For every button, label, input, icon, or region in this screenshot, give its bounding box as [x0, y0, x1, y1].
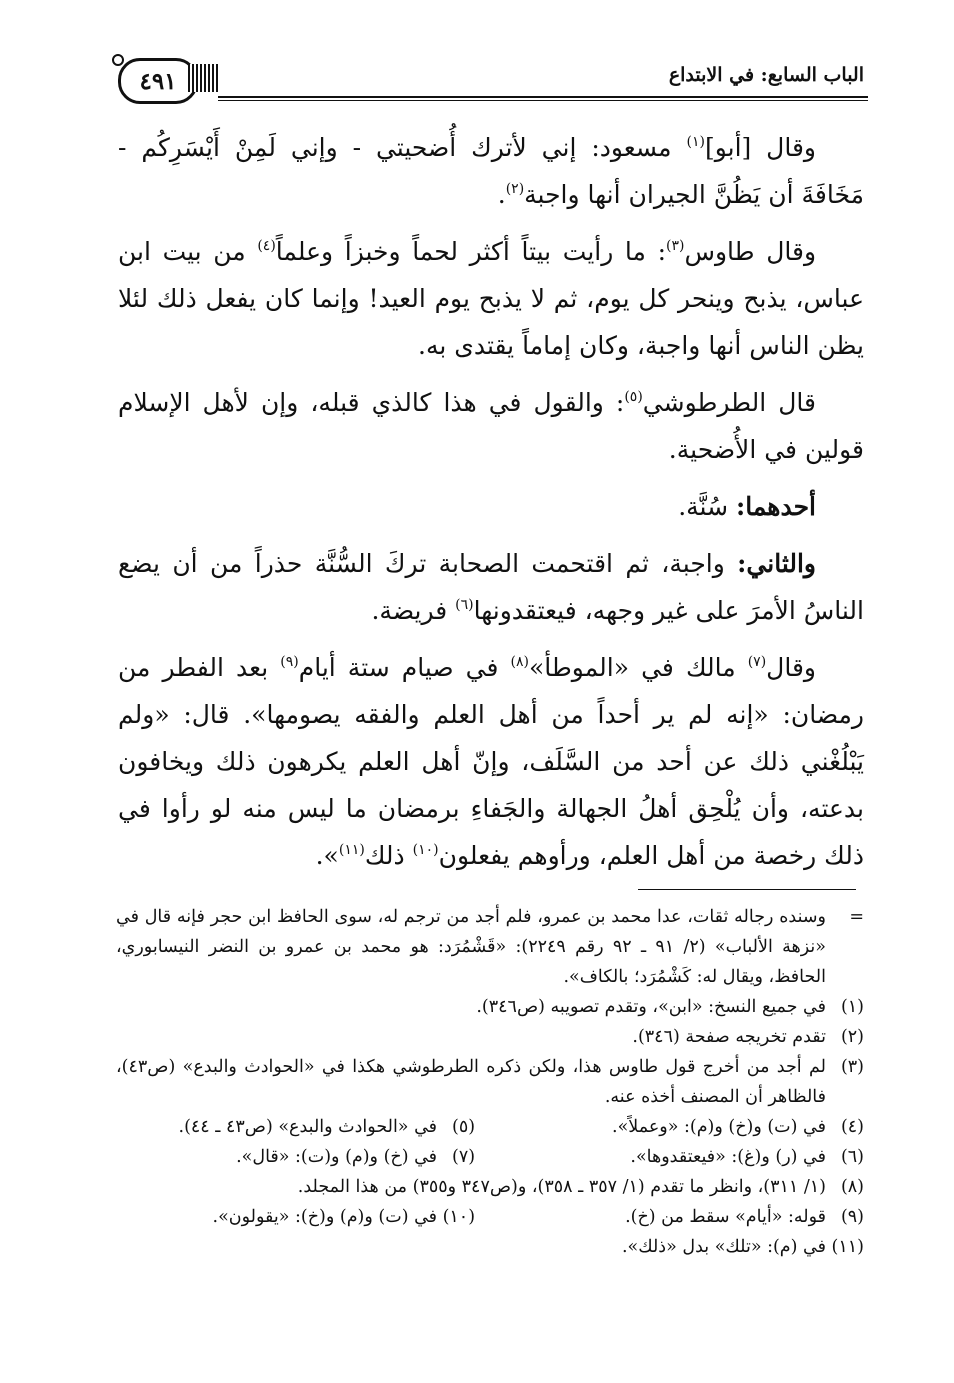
footnote-2	[116, 1022, 864, 1052]
header-rule-thin	[218, 100, 868, 101]
text-run: مسعود: إني لأترك أُضحيتي - وإني لَمِنْ أَيْسَرِكُم - مَخَافَةَ أن يَظُنَّ الجيران أنها واجبة	[118, 133, 864, 209]
footnote-3	[116, 1052, 864, 1112]
footnote-number: (١٠)	[442, 1207, 476, 1227]
footnote-text: تقدم تخريجه صفحة (٣٤٦).	[632, 1027, 826, 1047]
text-run: .	[497, 180, 506, 209]
text-run: ذلك	[364, 841, 413, 870]
page-header	[112, 52, 868, 108]
footnote-8	[116, 1172, 864, 1202]
footnote-number: (٩)	[840, 1207, 864, 1227]
text-run: واجبة، ثم اقتحمت الصحابة تركَ السُّنَّة حذراً من أن يضع الناسُ الأمرَ على غير وجهه، فيعتقدونها	[118, 549, 864, 625]
footnote-ref-5: (٥)	[624, 389, 643, 405]
paragraph-abu-masud	[118, 124, 864, 218]
paragraph-first-opinion	[118, 483, 864, 530]
footnote-text: في (ت) و(م) و(خ): «يقولون».	[212, 1207, 438, 1227]
footnote-number: (٢)	[840, 1027, 864, 1047]
page-number: ٤٩١	[118, 58, 198, 104]
footnote-number: (٣)	[840, 1057, 864, 1077]
footnote-10	[116, 1202, 475, 1232]
text-run: : والقول في هذا كالذي قبله، وإن لأهل الإسلام قولين في الأُضحية.	[118, 388, 864, 464]
footnote-ref-4: (٤)	[257, 238, 276, 254]
bold-label: أحدهما:	[735, 492, 816, 521]
footnote-11	[116, 1232, 864, 1262]
footnote-text: في (خ) و(م) و(ت): «قال».	[236, 1147, 438, 1167]
text-run: في صيام ستة أيام	[298, 653, 511, 682]
text-run: مالك في «الموطأ»	[529, 653, 748, 682]
footnote-text: قوله: «أيام» سقط من (خ).	[625, 1207, 826, 1227]
footnote-4	[475, 1112, 864, 1142]
footnote-ref-1: (١)	[686, 134, 705, 150]
footnote-number: (١)	[840, 997, 864, 1017]
paragraph-malik	[118, 644, 864, 879]
paragraph-turtushi	[118, 379, 864, 473]
text-run: وقال [أبو]	[704, 133, 816, 162]
footnote-text: في (م): «تلك» بدل «ذلك».	[621, 1237, 826, 1257]
footnote-number: (٥)	[451, 1117, 476, 1137]
footnotes-6-7	[116, 1142, 864, 1172]
text-run: : ما رأيت بيتاً أكثر لحماً وخبزاً وعلماً	[275, 237, 666, 266]
footnote-text: في (ت) و(خ) و(م): «وعملاً».	[612, 1117, 826, 1137]
bold-label: والثاني:	[737, 549, 816, 578]
ornament-dot-icon	[112, 54, 124, 66]
footnote-ref-10: (١٠)	[412, 842, 439, 858]
text-run: وقال	[766, 653, 816, 682]
text-run: ».	[315, 841, 339, 870]
footnotes	[116, 902, 864, 1262]
paragraph-tawus	[118, 228, 864, 369]
footnote-text: (١/ ٣١١)، وانظر ما تقدم (١/ ٣٥٧ ـ ٣٥٨)، و(ص٣٤٧ و٣٥٥) من هذا المجلد.	[297, 1177, 826, 1197]
footnote-number: (٤)	[840, 1117, 864, 1137]
text-run: من بيت ابن عباس، يذبح وينحر كل يوم، ثم لا يذبح يوم العيد! وإنما كان يفعل ذلك لئلا يظن الناس أنها واجبة، وكان إماماً يقتدى به.	[118, 237, 864, 360]
chapter-title: الباب السابع: في الابتداع	[668, 64, 864, 86]
header-rule	[218, 96, 868, 98]
footnote-1	[116, 992, 864, 1022]
footnote-5	[116, 1112, 475, 1142]
footnotes-4-5	[116, 1112, 864, 1142]
footnote-ref-2: (٢)	[505, 181, 525, 197]
footnote-number: (١١)	[831, 1237, 864, 1257]
footnote-7	[116, 1142, 475, 1172]
footnote-text: في «الحوادث والبدع» (ص٤٣ ـ ٤٤).	[178, 1117, 438, 1137]
text-run: سُنَّة.	[678, 492, 736, 521]
footnote-9	[475, 1202, 864, 1232]
footnote-continuation	[116, 902, 864, 992]
text-run: بعد الفطر من رمضان: «إنه لم ير أحداً من أهل العلم والفقه يصومها». قال: «ولم يَبْلُغْني ذلك عن أحد من السَّلَف، وإنّ أهل العلم يكرهون ذلك ويخافون بدعته، وأن يُلْحِق أهلُ الجهالة والجَفاءِ برمضان ما ليس منه لو رأوا في ذلك رخصة من أهل العلم، ورأوهم يفعلون	[118, 653, 864, 870]
paragraph-second-opinion	[118, 540, 864, 634]
text-run: فريضة.	[371, 596, 456, 625]
ornament-bars-icon	[188, 64, 218, 92]
footnote-6	[475, 1142, 864, 1172]
footnote-text: وسنده رجاله ثقات، عدا محمد بن عمرو، فلم أجد من ترجم له، سوى الحافظ ابن حجر فإنه قال في «نزهة الألباب» (٢/ ٩١ ـ ٩٢ رقم ٢٢٤٩): «قَشْمُرَد: هو محمد بن عمرو بن النضر النيسابوري، الحافظ، ويقال له: كَشْمُرَد؛ بالكاف».	[116, 907, 826, 987]
footnote-ref-8: (٨)	[510, 654, 529, 670]
footnote-text: لم أجد من أخرج قول طاوس هذا، ولكن ذكره الطرطوشي هكذا في «الحوادث والبدع» (ص٤٣)، فالظاهر أن المصنف أخذه عنه.	[116, 1057, 826, 1107]
footnote-number: (٧)	[451, 1147, 476, 1167]
footnote-ref-11: (١١)	[338, 842, 365, 858]
footnotes-9-10	[116, 1202, 864, 1232]
footnote-ref-9: (٩)	[280, 654, 299, 670]
main-text	[118, 124, 864, 879]
footnote-text: في جميع النسخ: «ابن»، وتقدم تصويبه (ص٣٤٦).	[476, 997, 826, 1017]
text-run: قال الطرطوشي	[642, 388, 816, 417]
page-number-badge	[112, 54, 220, 104]
footnote-ref-7: (٧)	[747, 654, 767, 670]
text-run: وقال طاوس	[684, 237, 817, 266]
footnote-number: (٦)	[840, 1147, 864, 1167]
footnote-ref-6: (٦)	[455, 597, 474, 613]
continuation-mark: =	[849, 907, 864, 927]
footnote-separator	[638, 889, 856, 890]
footnote-ref-3: (٣)	[666, 238, 685, 254]
footnote-text: في (ر) و(غ): «فيعتقدوها».	[630, 1147, 826, 1167]
footnote-number: (٨)	[840, 1177, 864, 1197]
